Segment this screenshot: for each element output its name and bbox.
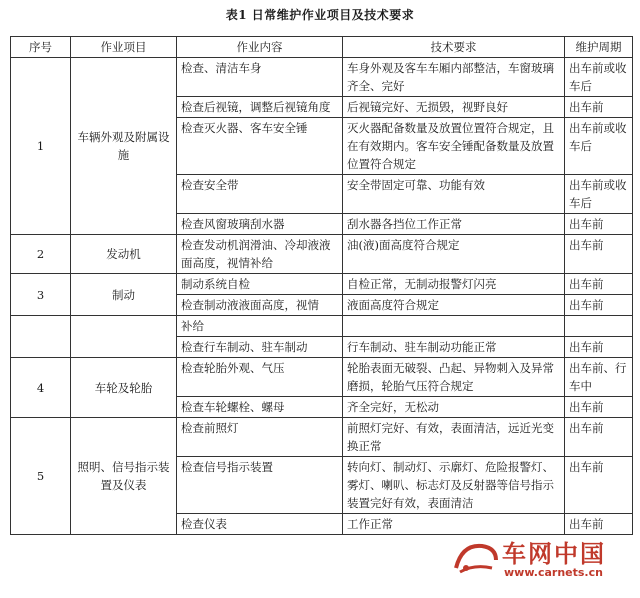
cell-period: 出车前 bbox=[565, 235, 633, 274]
table-row bbox=[11, 58, 633, 97]
cell-period: 出车前、行车中 bbox=[565, 358, 633, 397]
cell-no: 4 bbox=[11, 358, 71, 418]
cell-period: 出车前或收车后 bbox=[565, 118, 633, 175]
cell-no: 3 bbox=[11, 274, 71, 316]
cell-requirement: 车身外观及客车车厢内部整洁，车窗玻璃齐全、完好 bbox=[343, 58, 565, 97]
cell-item: 车辆外观及附属设施 bbox=[71, 58, 177, 235]
maintenance-table bbox=[10, 36, 633, 535]
cell-period: 出车前或收车后 bbox=[565, 175, 633, 214]
car-logo-icon bbox=[452, 538, 500, 576]
cell-requirement: 轮胎表面无破裂、凸起、异物刺入及异常磨损，轮胎气压符合规定 bbox=[343, 358, 565, 397]
cell-no: 2 bbox=[11, 235, 71, 274]
cell-content: 制动系统自检 bbox=[177, 274, 343, 295]
cell-period: 出车前 bbox=[565, 274, 633, 295]
header-no: 序号 bbox=[11, 37, 71, 58]
cell-content: 检查行车制动、驻车制动 bbox=[177, 337, 343, 358]
cell-no: 1 bbox=[11, 58, 71, 235]
cell-content: 检查风窗玻璃刮水器 bbox=[177, 214, 343, 235]
cell-requirement: 前照灯完好、有效，表面清洁，远近光变换正常 bbox=[343, 418, 565, 457]
cell-content: 检查后视镜，调整后视镜角度 bbox=[177, 97, 343, 118]
table-caption: 表1 日常维护作业项目及技术要求 bbox=[225, 8, 415, 22]
cell-content: 检查、清洁车身 bbox=[177, 58, 343, 97]
cell-period: 出车前 bbox=[565, 295, 633, 316]
cell-content: 检查轮胎外观、气压 bbox=[177, 358, 343, 397]
table-row bbox=[11, 274, 633, 295]
cell-requirement: 行车制动、驻车制动功能正常 bbox=[343, 337, 565, 358]
watermark-url: www.carnets.cn bbox=[504, 566, 603, 579]
header-period: 维护周期 bbox=[565, 37, 633, 58]
cell-item: 发动机 bbox=[71, 235, 177, 274]
cell-requirement: 自检正常，无制动报警灯闪亮 bbox=[343, 274, 565, 295]
cell-item bbox=[71, 316, 177, 358]
cell-period: 出车前 bbox=[565, 418, 633, 457]
table-row bbox=[11, 358, 633, 397]
cell-content: 检查灭火器、客车安全锤 bbox=[177, 118, 343, 175]
cell-content: 检查前照灯 bbox=[177, 418, 343, 457]
cell-period: 出车前 bbox=[565, 397, 633, 418]
header-content: 作业内容 bbox=[177, 37, 343, 58]
cell-requirement: 液面高度符合规定 bbox=[343, 295, 565, 316]
cell-item: 制动 bbox=[71, 274, 177, 316]
cell-period: 出车前 bbox=[565, 214, 633, 235]
cell-content: 检查车轮螺栓、螺母 bbox=[177, 397, 343, 418]
cell-content: 检查信号指示装置 bbox=[177, 457, 343, 514]
cell-period: 出车前 bbox=[565, 337, 633, 358]
cell-requirement: 转向灯、制动灯、示廓灯、危险报警灯、雾灯、喇叭、标志灯及反射器等信号指示装置完好有效，表面清洁 bbox=[343, 457, 565, 514]
watermark-text: 车网中国 bbox=[502, 540, 606, 568]
cell-content: 补给 bbox=[177, 316, 343, 337]
cell-requirement: 工作正常 bbox=[343, 514, 565, 535]
cell-content: 检查仪表 bbox=[177, 514, 343, 535]
cell-requirement: 安全带固定可靠、功能有效 bbox=[343, 175, 565, 214]
cell-period: 出车前 bbox=[565, 457, 633, 514]
table-body bbox=[11, 58, 633, 535]
header-requirement: 技术要求 bbox=[343, 37, 565, 58]
cell-requirement: 刮水器各挡位工作正常 bbox=[343, 214, 565, 235]
cell-requirement bbox=[343, 316, 565, 337]
cell-period: 出车前 bbox=[565, 514, 633, 535]
cell-requirement: 油(液)面高度符合规定 bbox=[343, 235, 565, 274]
cell-requirement: 灭火器配备数量及放置位置符合规定，且在有效期内。客车安全锤配备数量及放置位置符合规定 bbox=[343, 118, 565, 175]
table-row bbox=[11, 235, 633, 274]
cell-period: 出车前或收车后 bbox=[565, 58, 633, 97]
cell-content: 检查安全带 bbox=[177, 175, 343, 214]
cell-requirement: 后视镜完好、无损毁，视野良好 bbox=[343, 97, 565, 118]
cell-item: 车轮及轮胎 bbox=[71, 358, 177, 418]
cell-no: 5 bbox=[11, 418, 71, 535]
cell-content: 检查发动机润滑油、冷却液液面高度，视情补给 bbox=[177, 235, 343, 274]
header-item: 作业项目 bbox=[71, 37, 177, 58]
cell-requirement: 齐全完好，无松动 bbox=[343, 397, 565, 418]
cell-item: 照明、信号指示装置及仪表 bbox=[71, 418, 177, 535]
table-row bbox=[11, 418, 633, 457]
cell-period bbox=[565, 316, 633, 337]
table-row bbox=[11, 316, 633, 337]
cell-content: 检查制动液液面高度，视情 bbox=[177, 295, 343, 316]
cell-no bbox=[11, 316, 71, 358]
cell-period: 出车前 bbox=[565, 97, 633, 118]
table-header-row bbox=[11, 37, 633, 58]
site-watermark bbox=[452, 532, 632, 592]
